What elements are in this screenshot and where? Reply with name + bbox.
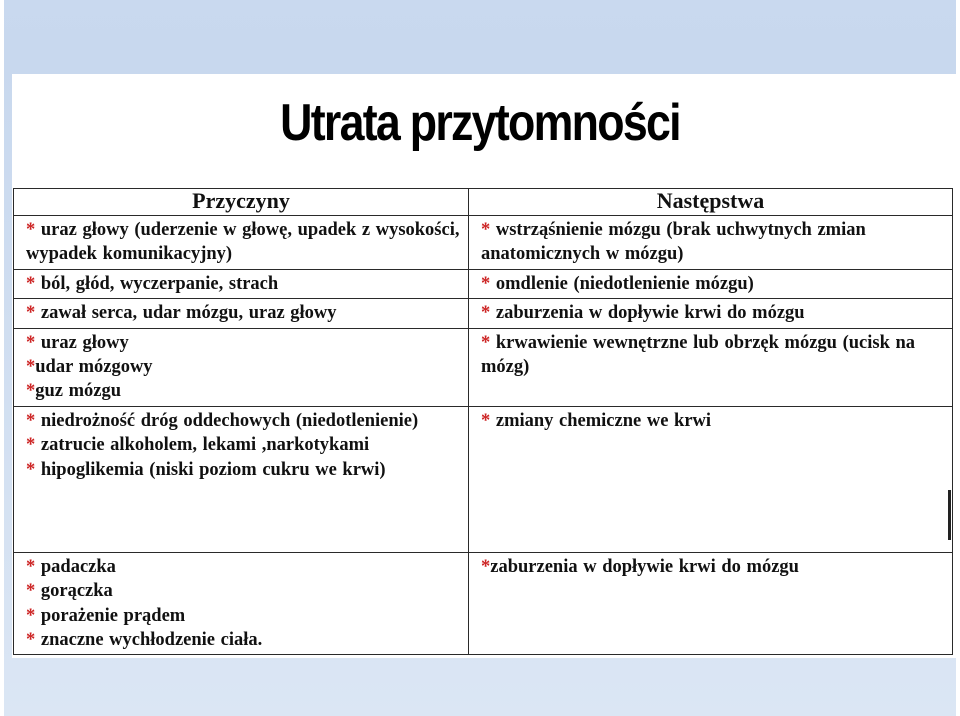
header-effects: Następstwa <box>469 189 953 216</box>
effect-item: * krwawienie wewnętrzne lub obrzęk mózgu (ucisk na mózg) <box>481 332 916 378</box>
cause-cell <box>14 216 469 270</box>
table-row <box>14 269 953 298</box>
causes-effects-table <box>13 188 953 655</box>
bullet-asterisk: * <box>26 332 36 353</box>
cause-item: * niedrożność dróg oddechowych (niedotlenienie) <box>26 410 419 431</box>
effect-cell <box>469 269 953 298</box>
cause-cell <box>14 328 469 406</box>
table-edge-mark <box>948 490 951 540</box>
effect-item: * zaburzenia w dopływie krwi do mózgu <box>481 303 805 324</box>
bullet-asterisk: * <box>481 332 491 353</box>
cause-item: * porażenie prądem <box>26 605 186 626</box>
cause-item: * hipoglikemia (niski poziom cukru we krwi) <box>26 459 386 480</box>
cause-cell <box>14 406 469 552</box>
effect-cell <box>469 552 953 655</box>
bullet-asterisk: * <box>26 630 36 651</box>
effect-cell <box>469 328 953 406</box>
cause-cell <box>14 299 469 328</box>
bullet-asterisk: * <box>481 303 491 324</box>
bullet-asterisk: * <box>481 273 491 294</box>
page-title: Utrata przytomności <box>280 94 680 152</box>
cause-item: * gorączka <box>26 581 113 602</box>
effect-item: *zaburzenia w dopływie krwi do mózgu <box>481 556 799 577</box>
table-row <box>14 328 953 406</box>
bullet-asterisk: * <box>26 556 36 577</box>
bullet-asterisk: * <box>26 220 36 240</box>
bullet-asterisk: * <box>481 556 491 577</box>
table-row <box>14 552 953 655</box>
bullet-asterisk: * <box>26 435 36 456</box>
cause-item: * zawał serca, udar mózgu, uraz głowy <box>26 303 337 324</box>
effect-cell <box>469 406 953 552</box>
table-header-row <box>14 189 953 216</box>
bullet-asterisk: * <box>26 605 36 626</box>
cause-item: * padaczka <box>26 556 116 577</box>
bullet-asterisk: * <box>26 303 36 324</box>
bullet-asterisk: * <box>481 220 491 240</box>
cause-item: * uraz głowy <box>26 332 129 353</box>
cause-item: *udar mózgowy <box>26 357 153 378</box>
effect-cell <box>469 299 953 328</box>
effect-item: * omdlenie (niedotlenienie mózgu) <box>481 273 754 294</box>
bullet-asterisk: * <box>26 273 36 294</box>
header-causes: Przyczyny <box>14 189 469 216</box>
cause-item: * zatrucie alkoholem, lekami ,narkotykami <box>26 435 370 456</box>
bullet-asterisk: * <box>26 459 36 480</box>
cause-item: * znaczne wychłodzenie ciała. <box>26 630 263 651</box>
table-row <box>14 216 953 270</box>
cause-item: * ból, głód, wyczerpanie, strach <box>26 273 279 294</box>
effect-cell <box>469 216 953 270</box>
table-row <box>14 406 953 552</box>
cause-item: *guz mózgu <box>26 381 122 402</box>
table-row <box>14 299 953 328</box>
effect-item: * zmiany chemiczne we krwi <box>481 410 712 431</box>
cause-cell <box>14 552 469 655</box>
bullet-asterisk: * <box>26 357 36 378</box>
bullet-asterisk: * <box>26 581 36 602</box>
effect-item: * wstrząśnienie mózgu (brak uchwytnych zmian anatomicznych w mózgu) <box>481 220 866 265</box>
bullet-asterisk: * <box>26 381 36 402</box>
cause-item: * uraz głowy (uderzenie w głowę, upadek z wysokości, wypadek komunikacyjny) <box>26 220 460 265</box>
bullet-asterisk: * <box>26 410 36 431</box>
cause-cell <box>14 269 469 298</box>
bullet-asterisk: * <box>481 410 491 431</box>
